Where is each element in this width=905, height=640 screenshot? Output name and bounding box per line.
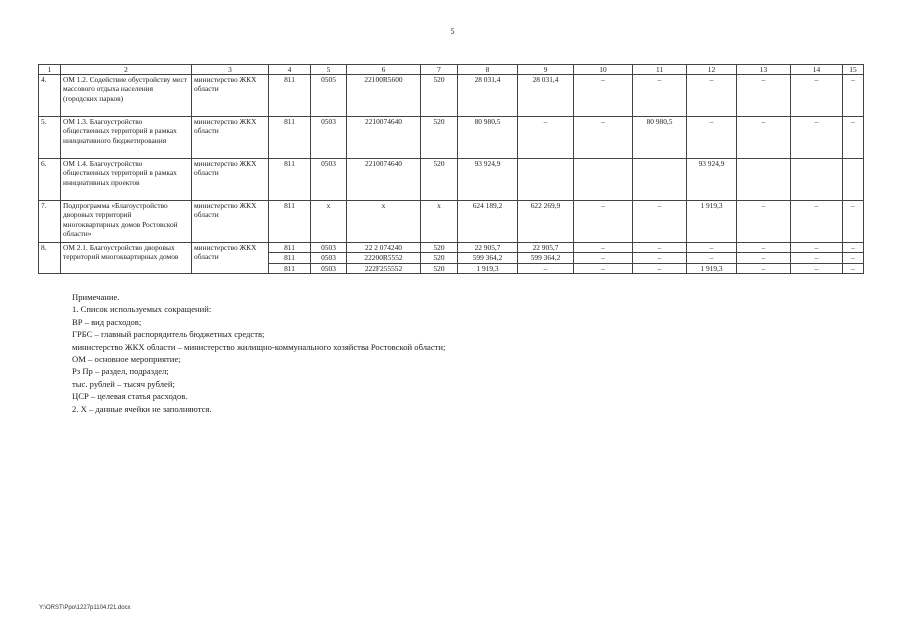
header-cell: 13 (737, 65, 791, 75)
cell-vr: 520 (421, 117, 458, 159)
cell-total: 80 980,5 (458, 117, 518, 159)
cell-total: 599 364,2 (458, 253, 518, 263)
cell-csr: 2210074640 (347, 117, 421, 159)
cell-exec: министерство ЖКХ области (192, 243, 269, 274)
cell-vr: 520 (421, 263, 458, 273)
cell-csr: 2210074640 (347, 159, 421, 201)
cell-y4: – (687, 75, 737, 117)
cell-exec: министерство ЖКХ области (192, 75, 269, 117)
cell-total: 28 031,4 (458, 75, 518, 117)
cell-rzpr: 0503 (311, 243, 347, 253)
cell-y6: – (791, 117, 843, 159)
cell-exec: министерство ЖКХ области (192, 117, 269, 159)
cell-y4: 1 919,3 (687, 201, 737, 243)
header-cell: 8 (458, 65, 518, 75)
cell-name: ОМ 2.1. Благоустройство дворовых территорий многоквартирных домов (61, 243, 192, 274)
cell-grbs: 811 (269, 159, 311, 201)
note-line: 2. Х – данные ячейки не заполняются. (72, 403, 212, 414)
note-line: ВР – вид расходов; (72, 316, 142, 327)
cell-grbs: 811 (269, 75, 311, 117)
cell-y2: – (574, 201, 633, 243)
cell-y6: – (791, 253, 843, 263)
cell-y3: – (633, 253, 687, 263)
cell-csr: 22200R5552 (347, 253, 421, 263)
cell-vr: 520 (421, 253, 458, 263)
header-cell: 15 (843, 65, 864, 75)
cell-y4: – (687, 253, 737, 263)
cell-y6 (791, 159, 843, 201)
file-path: Y:\ORST\Ppo\1227p1104.f21.docx (39, 605, 131, 611)
cell-rzpr: 0503 (311, 253, 347, 263)
header-cell: 2 (61, 65, 192, 75)
cell-total: 22 905,7 (458, 243, 518, 253)
note-line: тыс. рублей – тысяч рублей; (72, 378, 175, 389)
cell-y5: – (737, 117, 791, 159)
cell-y7: – (843, 243, 864, 253)
note-line: ОМ – основное мероприятие; (72, 354, 181, 365)
cell-name: Подпрограмма «Благоустройство дворовых территорий многоквартирных домов Ростовской области» (61, 201, 192, 243)
cell-y4: 1 919,3 (687, 263, 737, 273)
cell-y3: – (633, 201, 687, 243)
cell-rzpr: 0505 (311, 75, 347, 117)
cell-rzpr: 0503 (311, 117, 347, 159)
cell-y7: – (843, 201, 864, 243)
cell-y5: – (737, 263, 791, 273)
cell-y3: – (633, 75, 687, 117)
header-cell: 6 (347, 65, 421, 75)
cell-y4: 93 924,9 (687, 159, 737, 201)
cell-grbs: 811 (269, 253, 311, 263)
cell-csr: 22 2 074240 (347, 243, 421, 253)
table-row (39, 159, 864, 201)
cell-y7 (843, 159, 864, 201)
cell-total: 93 924,9 (458, 159, 518, 201)
cell-y6: – (791, 263, 843, 273)
table-row (39, 117, 864, 159)
notes-title: Примечание. (72, 292, 120, 302)
cell-y5: – (737, 243, 791, 253)
cell-grbs: 811 (269, 201, 311, 243)
header-cell: 4 (269, 65, 311, 75)
header-cell: 12 (687, 65, 737, 75)
cell-name: ОМ 1.3. Благоустройство общественных территорий в рамках инициативного бюджетирования (61, 117, 192, 159)
note-line: ГРБС – главный распорядитель бюджетных средств; (72, 329, 265, 340)
header-cell: 9 (518, 65, 574, 75)
table-row (39, 75, 864, 117)
header-cell: 1 (39, 65, 61, 75)
cell-y1: – (518, 263, 574, 273)
cell-y1: – (518, 117, 574, 159)
cell-y2: – (574, 253, 633, 263)
cell-num: 7. (39, 201, 61, 243)
cell-y6: – (791, 201, 843, 243)
cell-y3: – (633, 263, 687, 273)
cell-total: 624 189,2 (458, 201, 518, 243)
cell-vr: х (421, 201, 458, 243)
cell-y4: – (687, 243, 737, 253)
cell-y1 (518, 159, 574, 201)
cell-y2: – (574, 243, 633, 253)
cell-y5: – (737, 253, 791, 263)
cell-rzpr: х (311, 201, 347, 243)
note-line: ЦСР – целевая статья расходов. (72, 391, 188, 402)
cell-y5 (737, 159, 791, 201)
cell-y6: – (791, 243, 843, 253)
cell-grbs: 811 (269, 117, 311, 159)
page-number: 5 (450, 27, 455, 36)
cell-y7: – (843, 117, 864, 159)
cell-y1: 599 364,2 (518, 253, 574, 263)
cell-csr: х (347, 201, 421, 243)
header-cell: 5 (311, 65, 347, 75)
cell-num: 5. (39, 117, 61, 159)
cell-y3: 80 980,5 (633, 117, 687, 159)
cell-y1: 28 031,4 (518, 75, 574, 117)
cell-y2: – (574, 117, 633, 159)
cell-y6: – (791, 75, 843, 117)
header-cell: 11 (633, 65, 687, 75)
cell-vr: 520 (421, 243, 458, 253)
cell-y3 (633, 159, 687, 201)
cell-y1: 622 269,9 (518, 201, 574, 243)
cell-name: ОМ 1.2. Содействие обустройству мест массового отдыха населения (городских парков) (61, 75, 192, 117)
cell-y2: – (574, 263, 633, 273)
header-cell: 14 (791, 65, 843, 75)
cell-y2 (574, 159, 633, 201)
budget-table (38, 64, 864, 274)
notes-block (72, 291, 445, 415)
cell-y7: – (843, 253, 864, 263)
cell-vr: 520 (421, 75, 458, 117)
table-row (39, 201, 864, 243)
cell-y4: – (687, 117, 737, 159)
cell-y5: – (737, 75, 791, 117)
cell-csr: 222F255552 (347, 263, 421, 273)
table-row (39, 243, 864, 253)
cell-vr: 520 (421, 159, 458, 201)
cell-num: 8. (39, 243, 61, 274)
cell-exec: министерство ЖКХ области (192, 201, 269, 243)
cell-rzpr: 0503 (311, 159, 347, 201)
cell-y3: – (633, 243, 687, 253)
table-header-row (39, 65, 864, 75)
cell-y2: – (574, 75, 633, 117)
cell-exec: министерство ЖКХ области (192, 159, 269, 201)
cell-y7: – (843, 263, 864, 273)
header-cell: 10 (574, 65, 633, 75)
cell-num: 6. (39, 159, 61, 201)
cell-name: ОМ 1.4. Благоустройство общественных территорий в рамках инициативных проектов (61, 159, 192, 201)
header-cell: 7 (421, 65, 458, 75)
cell-grbs: 811 (269, 243, 311, 253)
header-cell: 3 (192, 65, 269, 75)
cell-csr: 22100R5600 (347, 75, 421, 117)
cell-grbs: 811 (269, 263, 311, 273)
cell-y5: – (737, 201, 791, 243)
cell-y7: – (843, 75, 864, 117)
note-line: министерство ЖКХ области – министерство жилищно-коммунального хозяйства Ростовской области; (72, 341, 446, 352)
cell-rzpr: 0503 (311, 263, 347, 273)
cell-total: 1 919,3 (458, 263, 518, 273)
cell-y1: 22 905,7 (518, 243, 574, 253)
note-line: Рз Пр – раздел, подраздел; (72, 366, 169, 377)
note-line: 1. Список используемых сокращений: (72, 304, 212, 315)
cell-num: 4. (39, 75, 61, 117)
